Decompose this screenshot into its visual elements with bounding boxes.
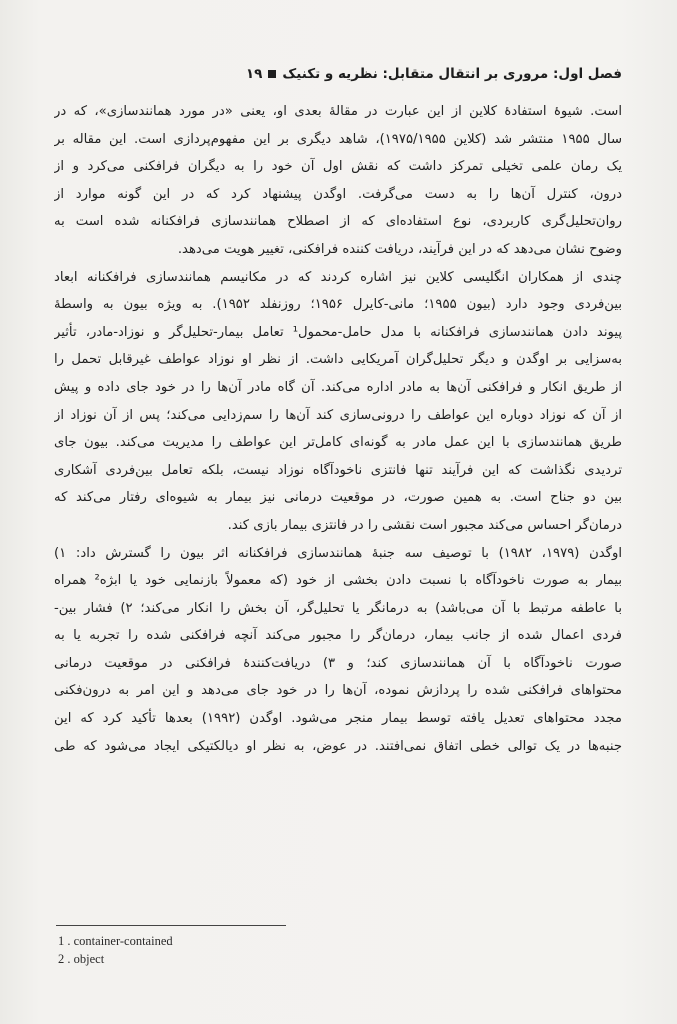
footnote-2: 2 . object	[58, 952, 105, 966]
text-line: بین دو جناح است. به همین صورت، در موقعیت درمانی نیز بیمار به شیوه‌ای رفتار می‌کند که	[54, 490, 622, 506]
text-line: از طریق انکار و فرافکنی آن‌ها به مادر اداره می‌کند. آن گاه مادر آن‌ها را در خود جای داده و پیش	[54, 379, 622, 395]
text-line: یک رمان علمی تخیلی تمرکز داشت که نقش اول آن خود را به دیگران فرافکنی می‌کرد و از	[54, 159, 622, 175]
text-line: از آن که نوزاد دوباره این عواطف را درونی‌سازی کند آن‌ها را سم‌زدایی می‌کند؛ پس از آن نوزاد از	[54, 407, 622, 423]
text-line: درون، کنترل آن‌ها را به دست می‌گرفت. اوگدن پیشنهاد کرد که در این گونه موارد از	[54, 186, 622, 202]
chapter-title: فصل اول: مروری بر انتقال متقابل: نظریه و تکنیک	[282, 66, 622, 82]
text-line: بین‌فردی وجود دارد (بیون ۱۹۵۵؛ مانی-کایرل ۱۹۵۶؛ روزنفلد ۱۹۵۲). به ویژه بیون به واسطهٔ	[54, 297, 622, 313]
text-line: مجدد محتواهای تعدیل یافته توسط بیمار منجر می‌شود. اوگدن (۱۹۹۲) بعدها تأکید کرد که این	[54, 711, 622, 727]
text-line: سال ۱۹۵۵ منتشر شد (کلاین ۱۹۷۵/۱۹۵۵)، شاهد دیگری بر این مفهوم‌پردازی است. این مقاله بر	[54, 131, 622, 147]
text-line: صورت ناخودآگاه با آن همانندسازی کند؛ و ۳) دریافت‌کنندهٔ فرافکنی در موقعیت درمانی	[54, 655, 622, 671]
text-line: فردی اعمال شده از جانب بیمار، درمان‌گر را مجبور می‌کند آنچه فرافکنی شده را تجربه یا به	[54, 628, 622, 644]
text-line: پیوند دادن همانندسازی فرافکنانه با مدل حامل-محمول¹ تعامل بیمار-تحلیل‌گر و نوزاد-مادر، تأثیر	[54, 324, 622, 340]
text-line: است. شیوهٔ استفادهٔ کلاین از این عبارت در مقالهٔ بعدی او، یعنی «در مورد همانندسازی»، که در	[54, 104, 622, 119]
text-line: روان‌تحلیل‌گری کاربردی، نوع استفاده‌ای که از اصطلاح همانندسازی فرافکنانه شده است به	[54, 214, 622, 230]
text-line: وضوح نشان می‌دهد که در این فرآیند، دریافت کننده فرافکنی، تغییر هویت می‌دهد.	[177, 241, 622, 257]
text-line: با عاطفه مرتبط با آن می‌باشد) به درمانگر یا تحلیل‌گر، آن بخش را انکار می‌کند؛ ۲) فشار بین-	[54, 600, 622, 616]
text-line: طریق همانندسازی با این عمل مادر به گونه‌ای کامل‌تر این عواطف را مدیریت می‌کند. بیون جای	[54, 435, 622, 451]
footnote-divider	[56, 925, 286, 926]
footnote-1: 1 . container-contained	[58, 934, 173, 948]
page-number: ۱۹	[245, 66, 263, 82]
text-line: اوگدن (۱۹۷۹، ۱۹۸۲) با توصیف سه جنبهٔ همانندسازی فرافکنانه اثر بیون را گسترش داد: ۱)	[54, 545, 622, 561]
text-line: جنبه‌ها در یک توالی خطی اتفاق نمی‌افتند. در عوض، به نظر او دیالکتیکی ایجاد می‌شود که طی	[54, 738, 622, 754]
square-separator-icon	[268, 70, 276, 78]
text-line: به‌سزایی بر اوگدن و دیگر تحلیل‌گران آمریکایی داشت. از نظر او نوزاد عواطف غیرقابل تحمل را	[54, 352, 622, 368]
running-header	[54, 62, 622, 86]
text-line: بیمار به صورت ناخودآگاه با نسبت دادن بخشی از خود (که معمولاً بازنمایی خود یا ابژه² همراه	[54, 573, 622, 589]
text-line: درمان‌گر احساس می‌کند مجبور است نقشی را در فانتزی بیمار بازی کند.	[227, 517, 622, 533]
footnotes	[58, 932, 173, 968]
body-text	[54, 98, 622, 760]
text-line: تردیدی نگذاشت که این فرآیند تنها فانتزی ناخودآگاه نوزاد نیست، بلکه تعامل بین‌فردی آشکاری	[54, 462, 622, 478]
text-line: چندی از همکاران انگلیسی کلاین نیز اشاره کردند که در مکانیسم همانندسازی فرافکنانه ابعاد	[54, 269, 622, 285]
text-line: محتواهای فرافکنی شده را پردازش نموده، آن‌ها را در خود جای می‌دهد و این امر به درون‌فکنی	[54, 683, 622, 699]
